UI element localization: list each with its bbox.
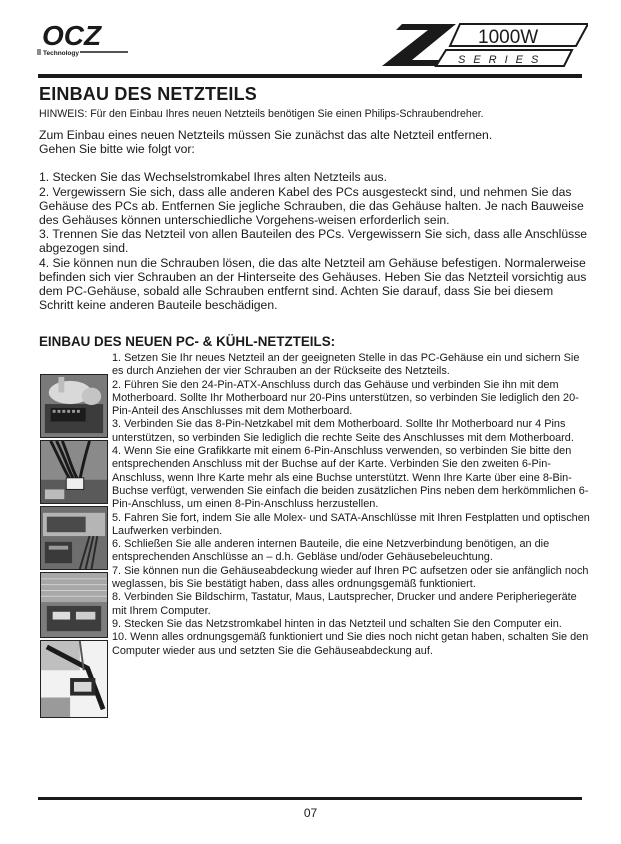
ocz-logo xyxy=(36,20,136,58)
footer-rule xyxy=(38,797,582,800)
z-series-logo xyxy=(382,22,588,68)
removal-lead: Zum Einbau eines neuen Netzteils müssen Sie zunächst das alte Netzteil entfernen. Gehen Sie bitte wie folgt vor: xyxy=(39,128,493,157)
photo-8pin-cable xyxy=(40,440,108,504)
install-step: 6. Schließen Sie alle anderen internen Bauteile, die eine Netzverbindung benötigen, an die entsprechenden Anschlüsse an – d.h. Gebläse und/oder Gehäusebeleuchtung. xyxy=(112,538,550,564)
install-step: 2. Führen Sie den 24-Pin-ATX-Anschluss durch das Gehäuse und verbinden Sie ihn mit dem Motherboard. Sollte Ihr Motherboard nur 20-Pins unterstützen, so verbinden Sie lediglich den 20-Pin-Anteil des Anschlusses mit dem Motherboard. xyxy=(112,378,579,418)
header-rule xyxy=(38,74,582,78)
install-step: 3. Verbinden Sie das 8-Pin-Netzkabel mit dem Motherboard. Sollte Ihr Motherboard nur 4 Pins unterstützen, so verbinden Sie lediglich die rechte Seite des Anschlusses mit dem Motherboard. xyxy=(112,418,574,444)
model-label: 1000W xyxy=(478,27,539,48)
hint-note: HINWEIS: Für den Einbau Ihres neuen Netzteils benötigen Sie einen Philips-Schraubendreher. xyxy=(39,108,484,120)
page-number: 07 xyxy=(303,806,318,820)
photo-graphics-card xyxy=(40,506,108,570)
photo-power-cable xyxy=(40,640,108,718)
page-title: EINBAU DES NETZTEILS xyxy=(39,84,258,104)
install-step: 10. Wenn alles ordnungsgemäß funktioniert und Sie dies noch nicht getan haben, schalten Sie den Computer wieder aus und setzten Sie die Gehäuseabdeckung auf. xyxy=(112,631,589,657)
install-step: 4. Wenn Sie eine Grafikkarte mit einem 6-Pin-Anschluss verwenden, so verbinden Sie bitte den entsprechenden Anschluss mit der Buchse auf der Karte. Verbinden Sie den zweiten 6-Pin-Anschluss, wenn Ihre Karte mehr als eine Buchse unterstützt. Wenn Ihre Karte über eine 8-Bin-Buchse verfügt, verwenden Sie einfach die beiden zusätzlichen Pins neben dem herkömmlichen 6-Pin-Anschluss, um einen 8-Pin-Anschluss herzustellen. xyxy=(112,445,589,511)
install-step: 7. Sie können nun die Gehäuseabdeckung wieder auf Ihren PC aufsetzen oder sie anfänglich noch weglassen, bis Sie bestätigt haben, dass alles ordnungsgemäß funktioniert. xyxy=(112,564,589,591)
install-step: 8. Verbinden Sie Bildschirm, Tastatur, Maus, Lautsprecher, Drucker und andere Peripheriegeräte mit Ihrem Computer. xyxy=(112,591,577,617)
removal-step: 3. Trennen Sie das Netzteil von allen Bauteilen des PCs. Vergewissern Sie sich, dass alle Anschlüsse abgezogen sind. xyxy=(39,227,588,256)
removal-step: 1. Stecken Sie das Wechselstromkabel Ihres alten Netzteils aus. xyxy=(39,170,387,185)
ocz-logo-subtext: Technology xyxy=(43,50,79,57)
photo-atx-connector xyxy=(40,374,108,438)
series-label: SERIES xyxy=(458,54,547,66)
install-step: 9. Stecken Sie das Netzstromkabel hinten in das Netzteil und schalten Sie den Computer ein. xyxy=(112,617,562,630)
install-step: 5. Fahren Sie fort, indem Sie alle Molex- und SATA-Anschlüsse mit Ihren Festplatten und optischen Laufwerken verbinden. xyxy=(112,511,590,537)
install-instructions xyxy=(112,352,590,658)
removal-instructions xyxy=(39,128,589,312)
photo-drive-connectors xyxy=(40,572,108,638)
ocz-logo-text: OCZ xyxy=(42,20,102,51)
removal-step: 2. Vergewissern Sie sich, dass alle anderen Kabel des PCs ausgesteckt sind, und nehmen Sie das Gehäuse des PCs ab. Entfernen Sie jegliche Schrauben, die das Gehäuse halten. Je nach Bauweise des Gehäuses können unterschiedliche Vorgehens-weisen erforderlich sein. xyxy=(39,184,584,228)
section-title-install: EINBAU DES NEUEN PC- & KÜHL-NETZTEILS: xyxy=(39,334,336,349)
removal-step: 4. Sie können nun die Schrauben lösen, die das alte Netzteil am Gehäuse befestigen. Normalerweise befinden sich vier Schrauben an der Hinterseite des Gehäuses. Heben Sie das Netzteil vorsichtig aus dem PC-Gehäuse, sobald alle Schrauben entfernt sind. Achten Sie darauf, dass Sie bei diesem Schritt keine anderen Bauteile beschädigen. xyxy=(39,255,587,313)
install-step: 1. Setzen Sie Ihr neues Netzteil an der geeigneten Stelle in das PC-Gehäuse ein und sichern Sie es durch Anziehen der vier Schrauben an der Rückseite des Netzteils. xyxy=(112,352,580,378)
